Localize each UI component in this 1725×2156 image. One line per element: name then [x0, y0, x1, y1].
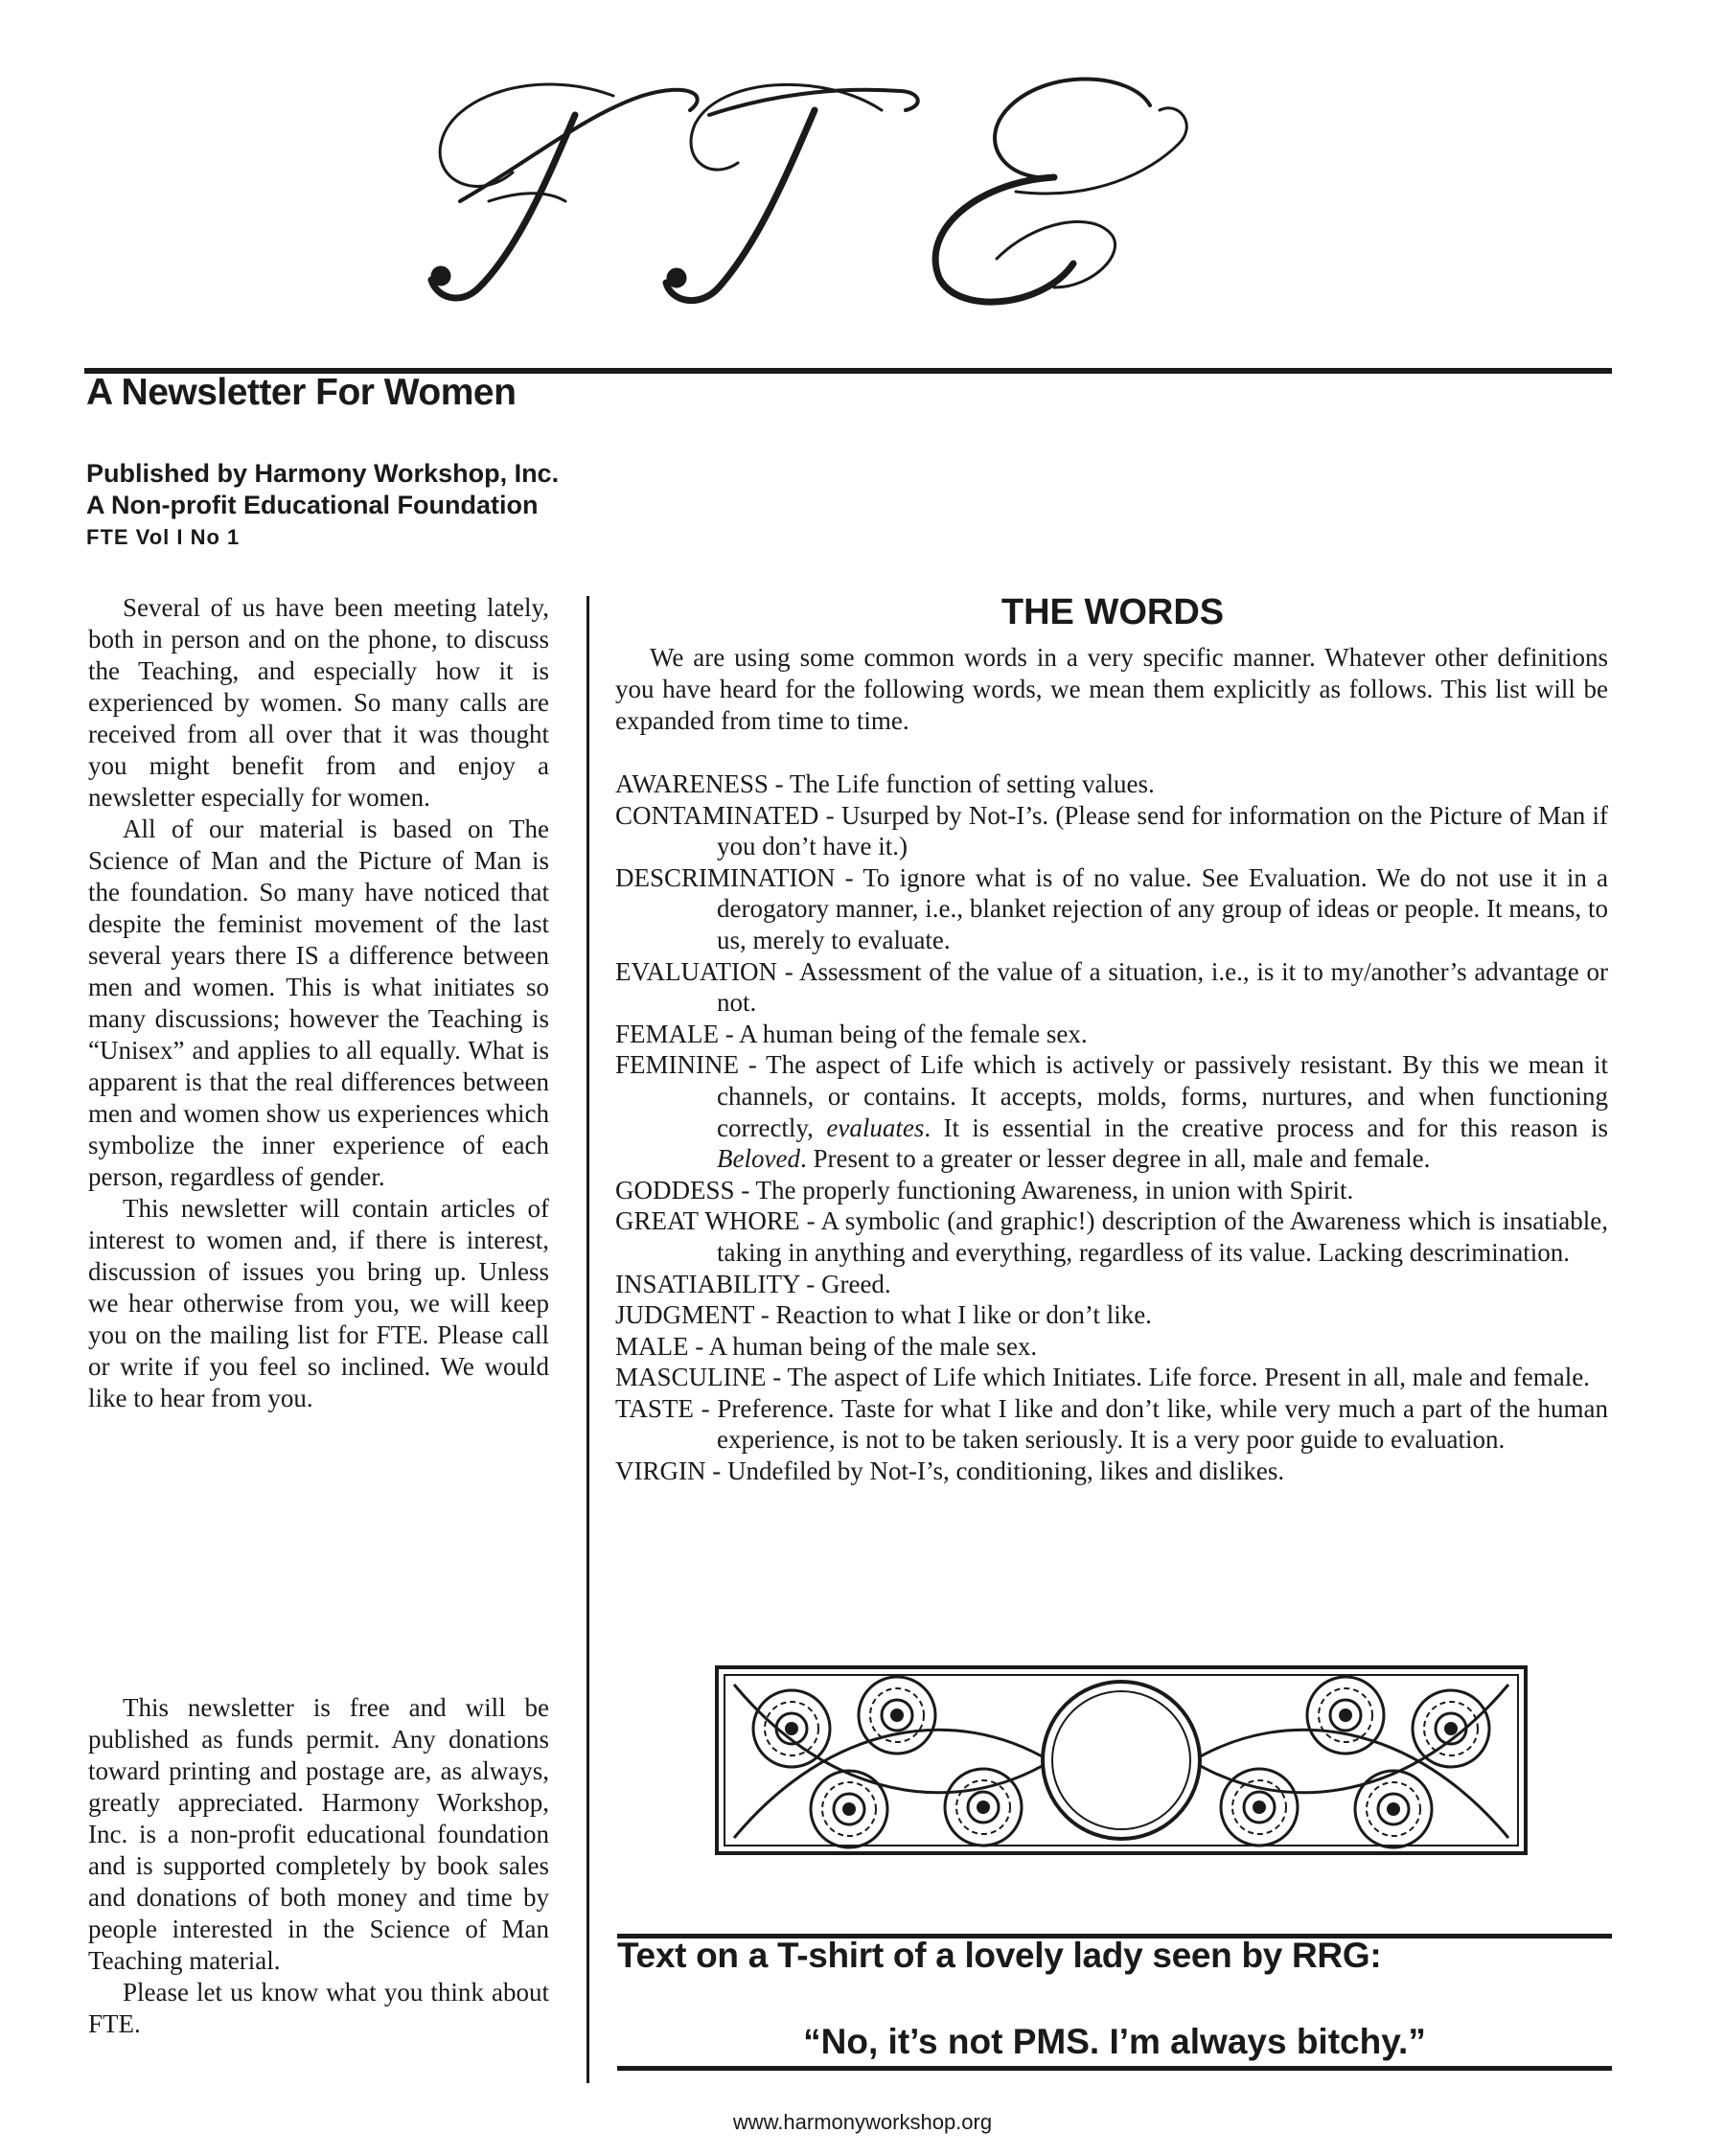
- definition-term: GODDESS: [615, 1175, 735, 1204]
- definition-text: Preference. Taste for what I like and don’t like, while very much a part of the human experience, is not to be taken seriously. It is a very poor guide to evaluation.: [717, 1393, 1608, 1455]
- definition-item: EVALUATION - Assessment of the value of a situation, i.e., is it to my/another’s advantage or not.: [615, 956, 1608, 1018]
- definition-term: DESCRIMINATION: [615, 862, 836, 892]
- definition-term: MASCULINE: [615, 1363, 767, 1392]
- definition-text: Assessment of the value of a situation, i.e., is it to my/another’s advantage or not.: [717, 956, 1608, 1018]
- definition-text: Reaction to what I like or don’t like.: [775, 1300, 1152, 1330]
- definition-term: EVALUATION: [615, 956, 777, 986]
- definitions-list: [615, 768, 1608, 1487]
- tshirt-bottom-rule: [617, 2066, 1612, 2071]
- words-title: THE WORDS: [1000, 592, 1225, 632]
- definition-item: MASCULINE - The aspect of Life which Initiates. Life force. Present in all, male and female.: [615, 1363, 1590, 1392]
- definition-text: To ignore what is of no value. See Evaluation. We do not use it in a derogatory manner, i.e., blanket rejection of any group of ideas or people. It means, to us, merely to evaluate.: [717, 862, 1608, 954]
- definition-term: MALE: [615, 1331, 689, 1361]
- definition-text: . Present to a greater or lesser degree in all, male and female.: [799, 1144, 1431, 1174]
- definition-item: GREAT WHORE - A symbolic (and graphic!) description of the Awareness which is insatiable, taking in anything and everything, regardless of its value. Lacking descrimination.: [615, 1206, 1608, 1267]
- definition-item: CONTAMINATED - Usurped by Not-I’s. (Please send for information on the Picture of Man if you don’t have it.): [615, 800, 1608, 861]
- definition-item: VIRGIN - Undefiled by Not-I’s, conditioning, likes and dislikes.: [615, 1456, 1285, 1486]
- definition-term: CONTAMINATED: [615, 800, 819, 830]
- definition-text: A human being of the female sex.: [739, 1019, 1088, 1048]
- definition-text: The aspect of Life which is actively or passively resistant. By this we mean it channels, or contains. It accepts, molds, forms, nurtures, and when functioning correctly,: [717, 1050, 1608, 1142]
- definition-item: INSATIABILITY - Greed.: [615, 1269, 891, 1298]
- definition-term: FEMININE: [615, 1050, 739, 1080]
- definition-term: GREAT WHORE: [615, 1206, 800, 1236]
- definition-item: TASTE - Preference. Taste for what I like and don’t like, while very much a part of the human experience, is not to be taken seriously. It is a very poor guide to evaluation.: [615, 1393, 1608, 1455]
- definition-term: TASTE: [615, 1393, 694, 1423]
- funding-paragraph: Please let us know what you think about FTE.: [88, 1978, 549, 2038]
- definition-term: JUDGMENT: [615, 1300, 755, 1330]
- intro-paragraph: This newsletter will contain articles of interest to women and, if there is interest, discussion of issues you bring up. Unless we hear otherwise from you, we will keep you on the mailing list for FTE. Please call or write if you feel so inclined. We would like to hear from you.: [88, 1194, 549, 1412]
- definition-text: The properly functioning Awareness, in union with Spirit.: [755, 1175, 1354, 1204]
- issue-number: FTE Vol I No 1: [86, 525, 241, 549]
- publisher-line-2: A Non-profit Educational Foundation: [86, 491, 539, 519]
- definition-text: Undefiled by Not-I’s, conditioning, likes and dislikes.: [727, 1456, 1285, 1486]
- definition-text: Usurped by Not-I’s. (Please send for information on the Picture of Man if you don’t have it.): [717, 800, 1608, 861]
- definition-term: INSATIABILITY: [615, 1269, 800, 1298]
- definition-text: The Life function of setting values.: [789, 769, 1155, 798]
- funding-note: [88, 1692, 549, 2040]
- definition-text: . It is essential in the creative process and for this reason is: [924, 1112, 1608, 1142]
- newsletter-subtitle: A Newsletter For Women: [86, 372, 517, 413]
- definition-item: FEMALE - A human being of the female sex.: [615, 1019, 1088, 1048]
- definition-term: VIRGIN: [615, 1456, 706, 1486]
- definition-term: AWARENESS: [615, 769, 769, 798]
- definition-text: A human being of the male sex.: [708, 1331, 1038, 1361]
- definition-item: GODDESS - The properly functioning Awareness, in union with Spirit.: [615, 1175, 1354, 1204]
- footer-url[interactable]: www.harmonyworkshop.org: [732, 2110, 993, 2134]
- definition-text: The aspect of Life which Initiates. Life force. Present in all, male and female.: [787, 1363, 1590, 1392]
- tshirt-quote: “No, it’s not PMS. I’m always bitchy.”: [803, 2022, 1426, 2061]
- intro-paragraph: All of our material is based on The Science of Man and the Picture of Man is the foundation. So many have noticed that despite the feminist movement of the last several years there IS a difference between men and women. This is what initiates so many discussions; however the Teaching is “Unisex” and applies to all equally. What is apparent is that the real differences between men and women show us experiences which symbolize the inner experience of each person, regardless of gender.: [88, 814, 549, 1191]
- definition-item: JUDGMENT - Reaction to what I like or don’t like.: [615, 1300, 1152, 1330]
- definition-text: Greed.: [820, 1269, 891, 1298]
- definition-emphasis: Beloved: [717, 1144, 800, 1174]
- ornament-illustration: [715, 1665, 1528, 1855]
- definition-item: AWARENESS - The Life function of setting values.: [615, 769, 1155, 798]
- definition-term: FEMALE: [615, 1019, 719, 1048]
- fte-logo: [422, 57, 1227, 326]
- definition-item: FEMININE - The aspect of Life which is actively or passively resistant. By this we mean it channels, or contains. It accepts, molds, forms, nurtures, and when functioning correctly, evaluates. It is essential in the creative process and for this reason is Beloved. Present to a greater or lesser degree in all, male and female.: [615, 1050, 1608, 1174]
- intro-paragraph: Several of us have been meeting lately, both in person and on the phone, to discuss the Teaching, and especially how it is experienced by women. So many calls are received from all over that it was thought you might benefit from and enjoy a newsletter especially for women.: [88, 593, 549, 812]
- definition-item: DESCRIMINATION - To ignore what is of no value. See Evaluation. We do not use it in a derogatory manner, i.e., blanket rejection of any group of ideas or people. It means, to us, merely to evaluate.: [615, 862, 1608, 954]
- words-intro: We are using some common words in a very specific manner. Whatever other definitions you have heard for the following words, we mean them explicitly as follows. This list will be expanded from time to time.: [615, 643, 1608, 735]
- publisher-block: [86, 458, 559, 553]
- definition-emphasis: evaluates: [826, 1112, 925, 1142]
- publisher-line-1: Published by Harmony Workshop, Inc.: [86, 459, 560, 488]
- intro-article: [88, 592, 549, 1414]
- column-divider: [586, 596, 589, 2083]
- funding-paragraph: This newsletter is free and will be published as funds permit. Any donations toward printing and postage are, as always, greatly appreciated. Harmony Workshop, Inc. is a non-profit educational foundation and is supported completely by book sales and donations of both money and time by people interested in the Science of Man Teaching material.: [88, 1693, 549, 1975]
- tshirt-heading: Text on a T-shirt of a lovely lady seen by RRG:: [617, 1936, 1382, 1975]
- definition-item: MALE - A human being of the male sex.: [615, 1331, 1038, 1361]
- definition-text: A symbolic (and graphic!) description of the Awareness which is insatiable, taking in anything and everything, regardless of its value. Lacking descrimination.: [717, 1206, 1608, 1267]
